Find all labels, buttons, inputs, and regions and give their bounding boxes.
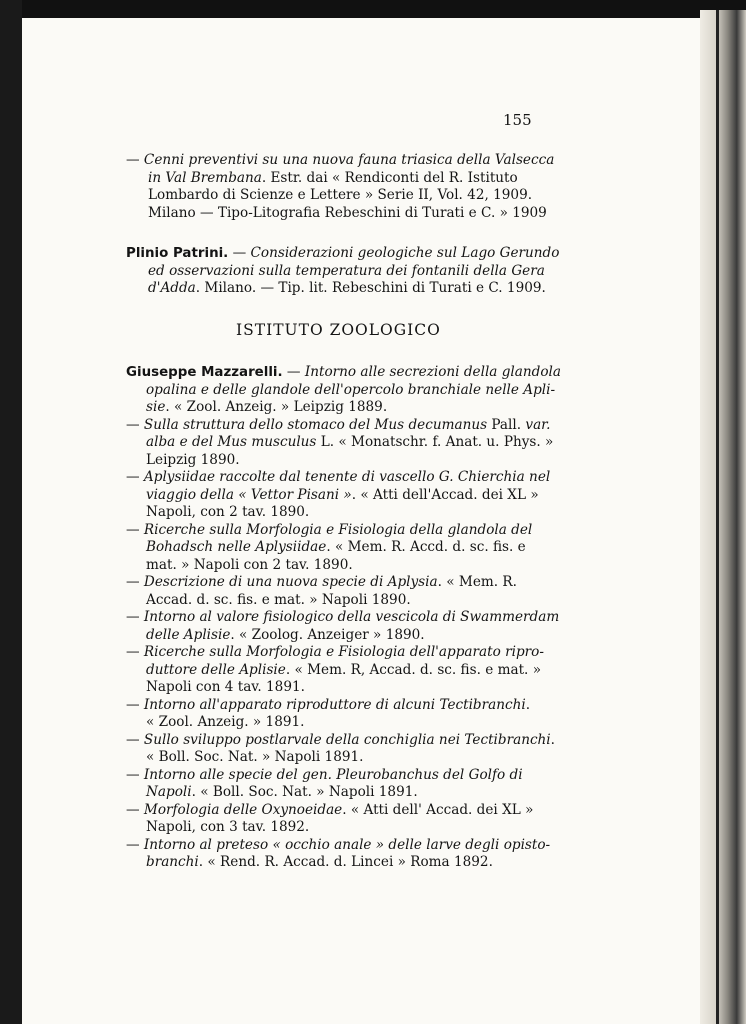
text-segment: « Boll. Soc. Nat. » Napoli 1891. [146,749,364,765]
bibliography-line [146,714,304,732]
text-segment: . « Zoolog. Anzeiger » 1890. [230,626,425,643]
bibliography-line [146,504,309,522]
bibliography-line [148,205,547,223]
bibliography-line [126,609,559,627]
text-segment: duttore delle Aplisie [146,661,286,678]
bibliography-line [146,749,363,767]
text-segment: alba e del Mus musculus [146,434,317,450]
text-segment: Bohadsch nelle Aplysiidae [146,539,327,555]
text-segment: . « Mem. R. Accd. d. sc. fis. e [326,539,526,555]
text-segment: — [126,766,144,783]
text-segment: . Milano. — Tip. lit. Rebeschini di Turati e C. 1909. [195,280,546,296]
bibliography-line [126,802,533,820]
bibliography-line [146,382,555,400]
bibliography-line [146,662,541,680]
text-segment: . « Mem. R. [437,574,517,590]
text-segment: Intorno alle secrezioni della glandola [304,364,561,380]
bibliography-line [126,697,530,715]
text-segment: . « Atti dell' Accad. dei XL » [342,801,534,818]
text-segment: mat. » Napoli con 2 tav. 1890. [146,556,353,573]
text-segment: Leipzig 1890. [146,451,240,468]
bibliography-line [146,819,309,837]
text-segment: — [228,245,251,261]
text-segment: Ricerche sulla Morfologia e Fisiologia della glandola del [143,521,533,538]
bibliography-line [146,679,305,697]
text-segment: . [550,731,555,748]
text-segment: sie [146,399,166,415]
text-segment: Napoli, con 2 tav. 1890. [146,504,310,520]
text-segment: Milano — Tipo-Litografia Rebeschini di Turati e C. » 1909 [148,204,547,221]
text-segment: Intorno all'apparato riproduttore di alcuni Tectibranchi [143,696,526,713]
bibliography-line [126,644,544,662]
bibliography-line [126,574,517,592]
text-segment: Giuseppe Mazzarelli. [126,365,283,380]
text-segment: var. [525,416,551,433]
text-segment: Cenni preventivi su una nuova fauna triasica della Valsecca [143,152,555,168]
text-segment: viaggio della « Vettor Pisani » [146,486,352,503]
bibliography-line [146,434,553,452]
bibliography-line [126,522,532,540]
bibliography-line [146,399,387,417]
text-segment: — [126,469,144,485]
text-segment: — [126,574,144,590]
text-segment: Intorno alle specie del gen. Pleurobanchus del Golfo di [143,766,523,783]
text-segment: . « Atti dell'Accad. dei XL » [351,486,539,503]
text-segment: L. « Monatschr. f. Anat. u. Phys. » [316,434,554,450]
bibliography-line [126,732,555,750]
text-segment: Plinio Patrini. [126,246,229,261]
bibliography-line [126,364,561,382]
text-segment: . « Mem. R, Accad. d. sc. fis. e mat. » [285,661,542,678]
bibliography-line [126,767,523,785]
text-segment: — [126,416,144,433]
text-segment: opalina e delle glandole dell'opercolo branchiale nelle Apli- [146,381,556,398]
bibliography-line [146,452,240,470]
text-segment: Pall. [487,416,526,433]
text-segment: « Zool. Anzeig. » 1891. [146,714,305,730]
bibliography-line [146,627,425,645]
text-segment: . « Zool. Anzeig. » Leipzig 1889. [165,399,388,415]
text-segment: — [126,152,144,168]
bibliography-line [146,539,526,557]
bibliography-line [146,557,353,575]
bibliography-line [126,469,550,487]
text-segment: Napoli [146,784,192,800]
text-segment: ed osservazioni sulla temperatura dei fontanili della Gera [148,262,545,279]
text-segment: Sullo sviluppo postlarvale della conchiglia nei Tectibranchi [143,731,551,748]
text-segment: — [126,609,144,625]
text-segment: Accad. d. sc. fis. e mat. » Napoli 1890. [146,591,411,608]
text-segment: . « Rend. R. Accad. d. Lincei » Roma 1892. [198,854,493,870]
text-segment: Ricerche sulla Morfologia e Fisiologia dell'apparato ripro- [143,644,544,660]
text-segment: — [126,644,144,660]
page-number: 155 [503,111,532,129]
text-segment: . « Boll. Soc. Nat. » Napoli 1891. [191,784,418,800]
text-segment: — [126,521,144,538]
bibliography-line [146,784,418,802]
text-segment: . [525,696,531,713]
text-segment: Descrizione di una nuova specie di Aplysia [143,574,438,590]
text-segment: . Estr. dai « Rendiconti del R. Istituto [261,169,518,186]
text-segment: — [282,364,305,380]
page-binding-edge [716,10,719,1024]
bibliography-line [148,187,532,205]
text-segment: Aplysiidae raccolte dal tenente di vascello G. Chierchia nel [143,469,551,485]
text-segment: Intorno al valore fisiologico della vescicola di Swammerdam [143,609,560,625]
bibliography-line [126,417,551,435]
bibliography-line [148,280,546,298]
text-segment: Napoli, con 3 tav. 1892. [146,819,310,835]
bibliography-line [148,170,518,188]
scan-left-border [0,0,22,1024]
bibliography-line [148,263,545,281]
bibliography-line [146,487,539,505]
bibliography-line [126,837,550,855]
text-segment: Intorno al preteso « occhio anale » delle larve degli opisto- [143,836,551,853]
text-segment: d'Adda [148,280,196,296]
text-segment: — [126,696,144,713]
bibliography-line [126,152,554,170]
text-segment: Considerazioni geologiche sul Lago Gerundo [250,245,560,261]
text-segment: — [126,836,144,853]
text-segment: Lombardo di Scienze e Lettere » Serie II, Vol. 42, 1909. [148,187,533,203]
text-segment: delle Aplisie [146,626,231,643]
text-segment: — [126,731,144,748]
text-segment: Morfologia delle Oxynoeidae [143,801,343,818]
bibliography-line [146,592,411,610]
text-segment: branchi [146,854,199,870]
section-heading: ISTITUTO ZOOLOGICO [236,321,441,339]
text-segment: Sulla struttura dello stomaco del Mus decumanus [143,416,488,433]
bibliography-line [126,245,559,263]
text-segment: in Val Brembana [148,169,262,186]
text-segment: — [126,801,144,818]
text-segment: Napoli con 4 tav. 1891. [146,679,305,695]
bibliography-line [146,854,493,872]
page-gutter-shadow [700,10,746,1024]
